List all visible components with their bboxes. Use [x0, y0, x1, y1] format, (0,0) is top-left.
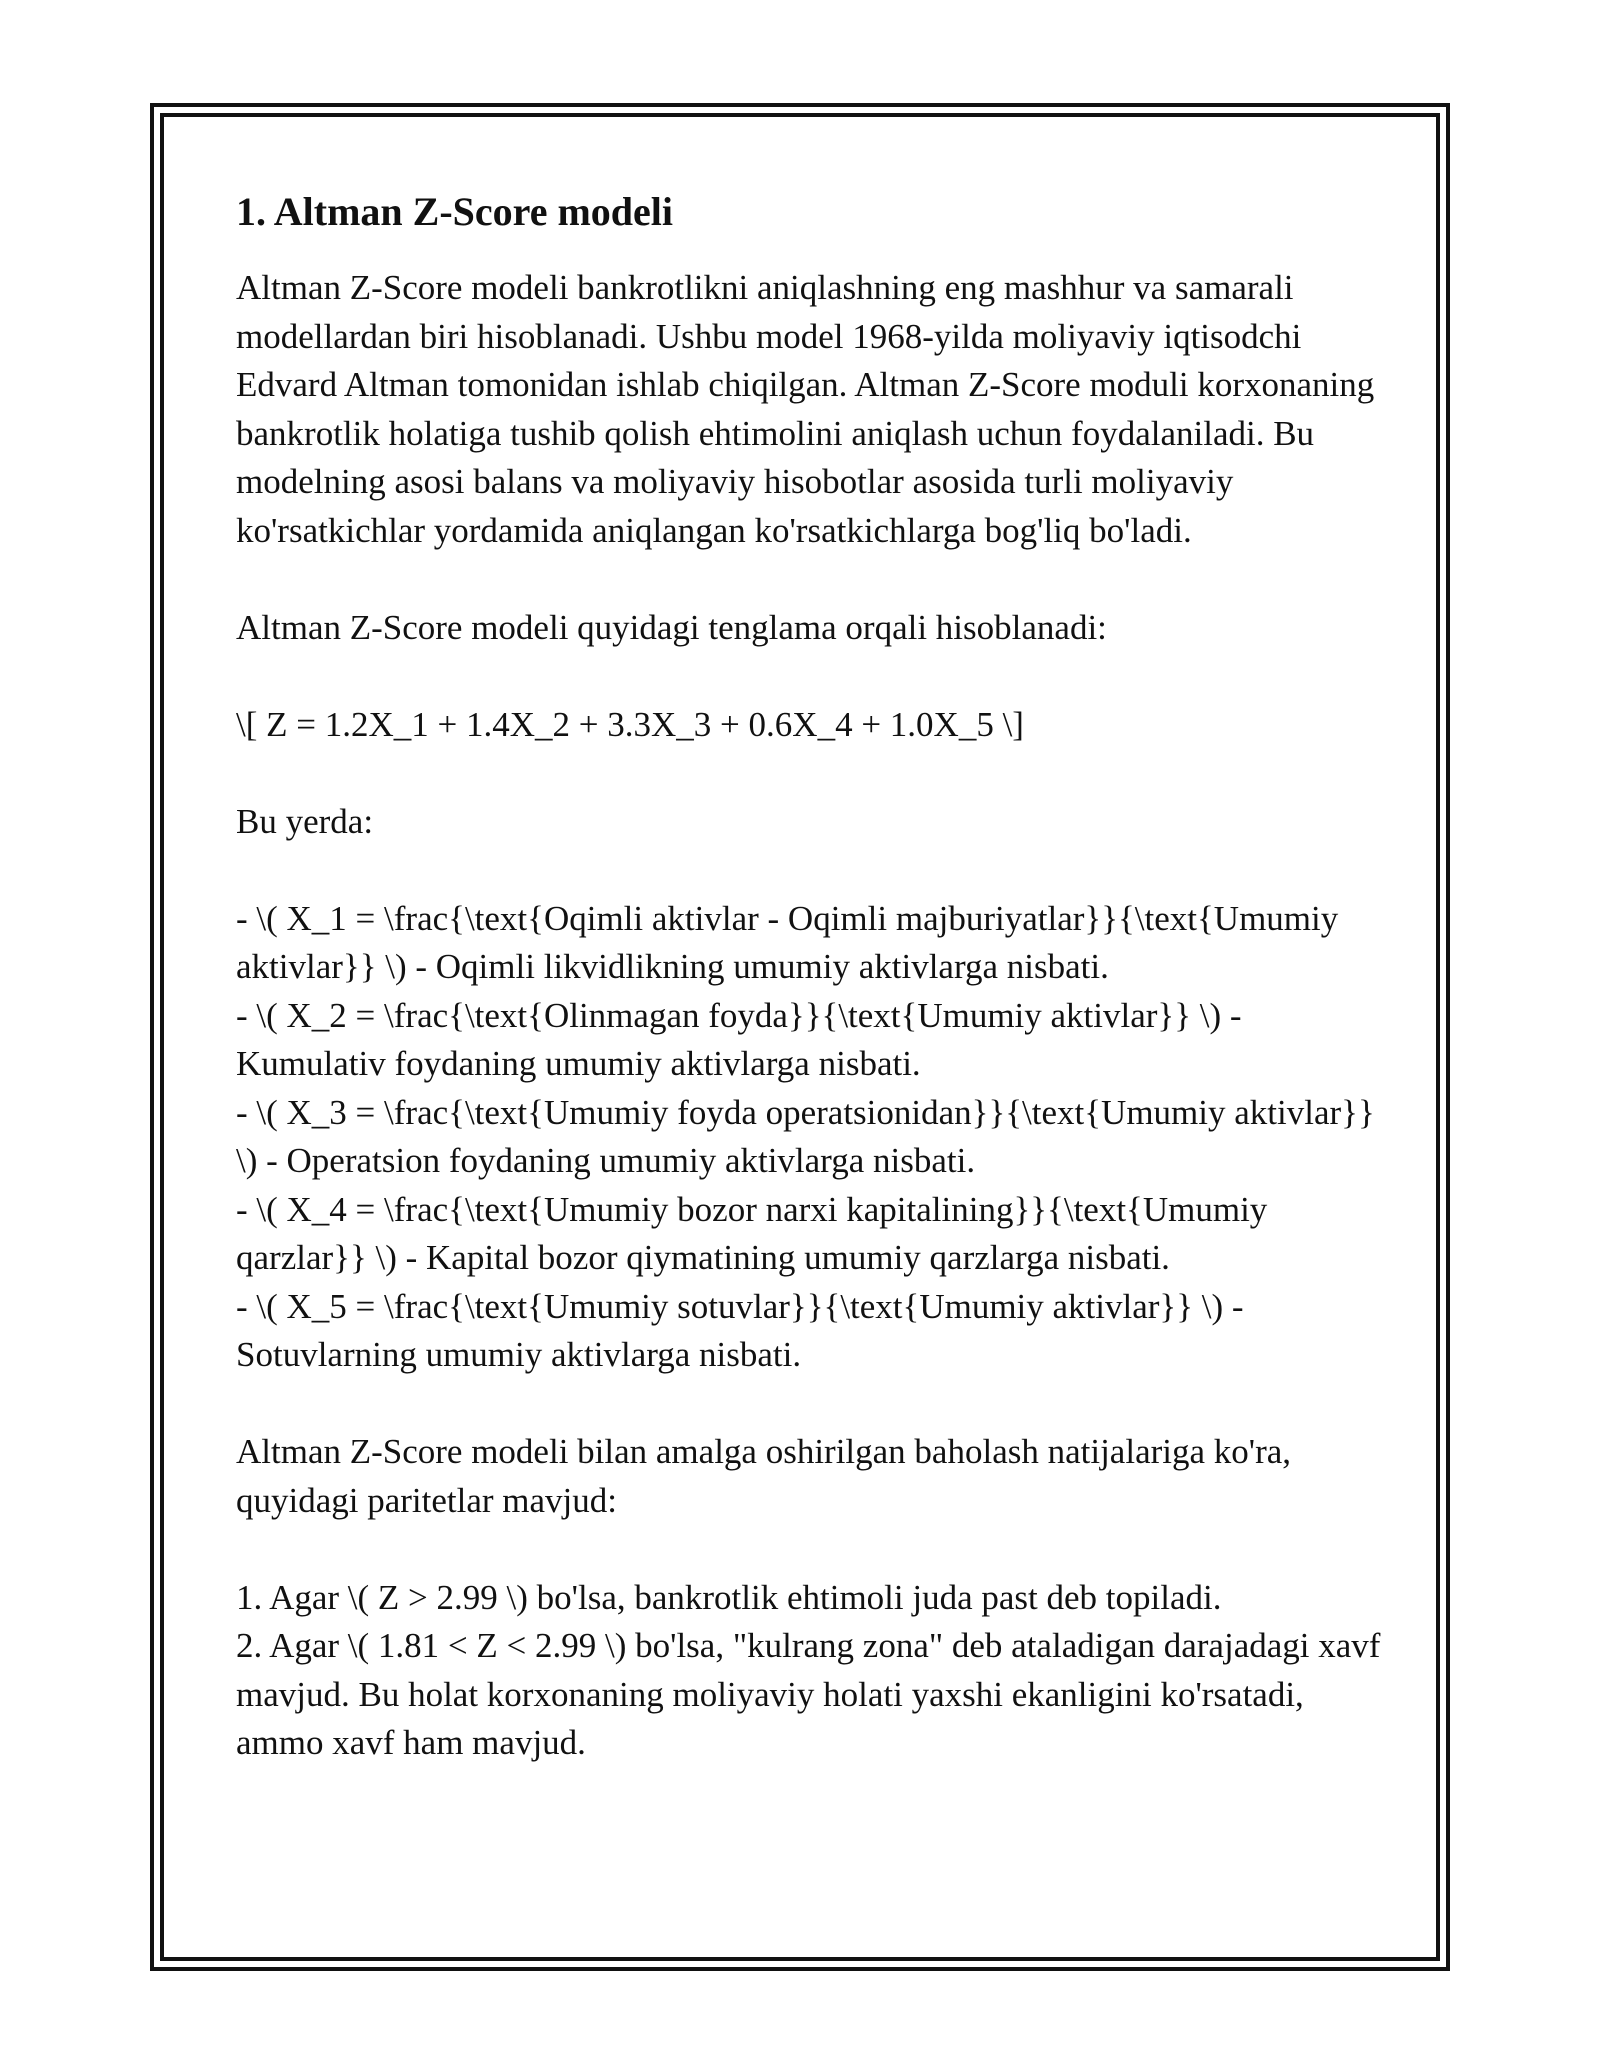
- equation: \[ Z = 1.2X_1 + 1.4X_2 + 3.3X_3 + 0.6X_4 + 1.0X_5 \]: [236, 704, 1024, 744]
- variable-list: [236, 895, 1386, 1380]
- spacer: [236, 1525, 1386, 1574]
- variable-x4: - \( X_4 = \frac{\text{Umumiy bozor narxi kapitalining}}{\text{Umumiy qarzlar}} \) - Kapital bozor qiymatining umumiy qarzlarga nisbati.: [236, 1189, 1268, 1277]
- where-label: Bu yerda:: [236, 801, 374, 841]
- result-item-2: 2. Agar \( 1.81 < Z < 2.99 \) bo'lsa, "kulrang zona" deb ataladigan darajadagi xavf mavjud. Bu holat korxonaning moliyaviy holati yaxshi ekanligini ko'rsatadi, ammo xavf ham mavjud.: [236, 1626, 1381, 1762]
- variable-x2: - \( X_2 = \frac{\text{Olinmagan foyda}}{\text{Umumiy aktivlar}} \) - Kumulativ foydaning umumiy aktivlarga nisbati.: [236, 995, 1242, 1083]
- equation-intro: Altman Z-Score modeli quyidagi tenglama orqali hisoblanadi:: [236, 607, 1107, 647]
- document-body: [236, 186, 1386, 1768]
- spacer: [236, 555, 1386, 604]
- spacer: [236, 846, 1386, 895]
- results-list: [236, 1574, 1386, 1768]
- results-intro: Altman Z-Score modeli bilan amalga oshirilgan baholash natijalariga ko'ra, quyidagi paritetlar mavjud:: [236, 1432, 1292, 1520]
- section-heading: 1. Altman Z-Score modeli: [236, 189, 674, 234]
- spacer: [236, 652, 1386, 701]
- variable-x3: - \( X_3 = \frac{\text{Umumiy foyda operatsionidan}}{\text{Umumiy aktivlar}} \) - Operatsion foydaning umumiy aktivlarga nisbati.: [236, 1092, 1375, 1180]
- spacer: [236, 1380, 1386, 1429]
- variable-x1: - \( X_1 = \frac{\text{Oqimli aktivlar - Oqimli majburiyatlar}}{\text{Umumiy aktivlar}} \) - Oqimli likvidlikning umumiy aktivlarga nisbati.: [236, 898, 1339, 986]
- variable-x5: - \( X_5 = \frac{\text{Umumiy sotuvlar}}{\text{Umumiy aktivlar}} \) - Sotuvlarning umumiy aktivlarga nisbati.: [236, 1286, 1244, 1374]
- result-item-1: 1. Agar \( Z > 2.99 \) bo'lsa, bankrotlik ehtimoli juda past deb topiladi.: [236, 1577, 1222, 1617]
- intro-paragraph: Altman Z-Score modeli bankrotlikni aniqlashning eng mashhur va samarali modellardan biri hisoblanadi. Ushbu model 1968-yilda moliyaviy iqtisodchi Edvard Altman tomonidan ishlab chiqilgan. Altman Z-Score moduli korxonaning bankrotlik holatiga tushib qolish ehtimolini aniqlash uchun foydalaniladi. Bu modelning asosi balans va moliyaviy hisobotlar asosida turli moliyaviy ko'rsatkichlar yordamida aniqlangan ko'rsatkichlarga bog'liq bo'ladi.: [236, 268, 1375, 550]
- spacer: [236, 749, 1386, 798]
